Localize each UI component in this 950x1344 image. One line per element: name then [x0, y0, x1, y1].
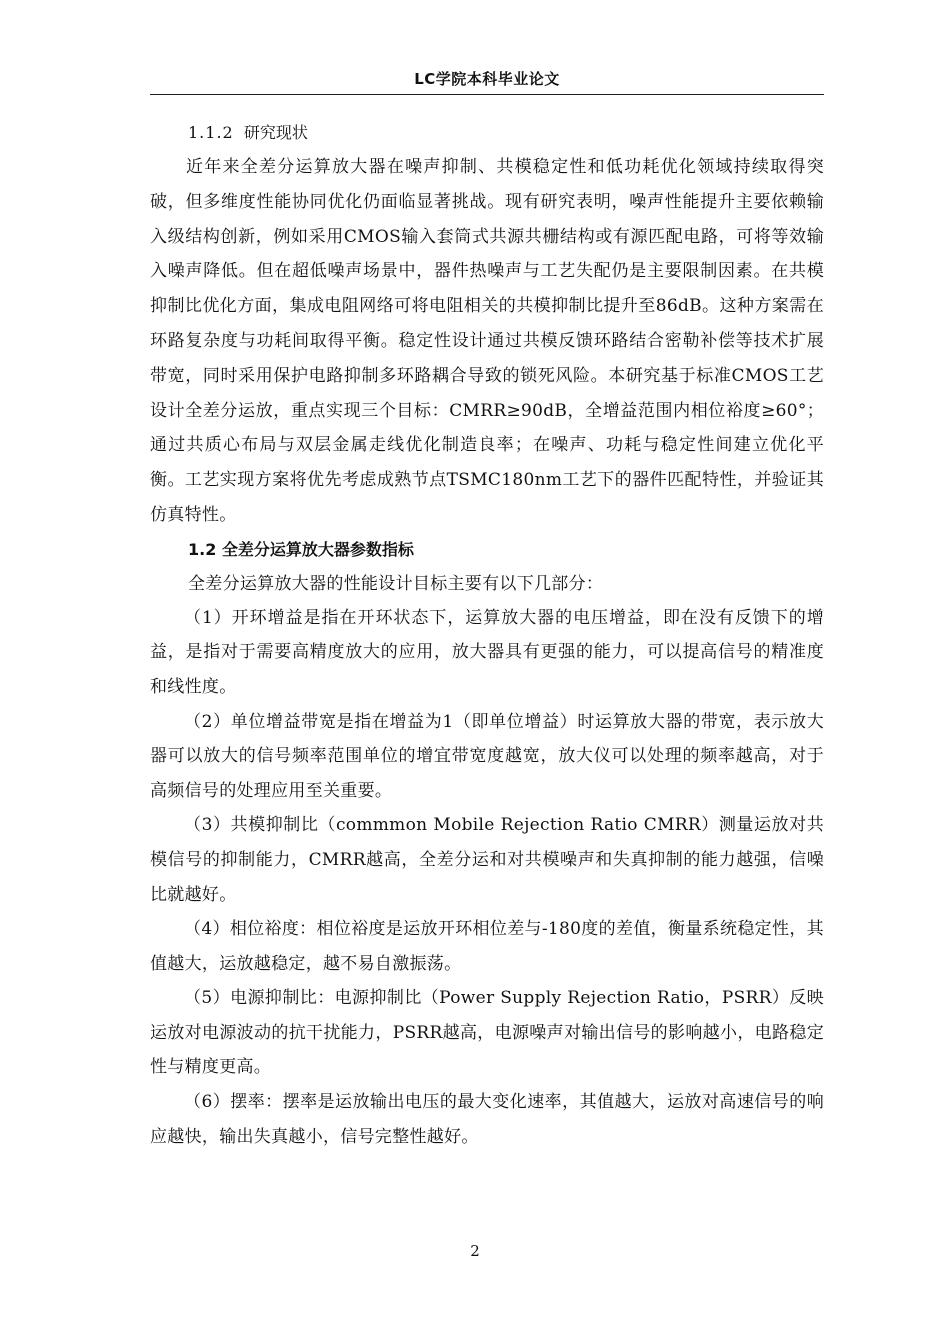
subsection-heading [150, 116, 824, 150]
item-phase-margin: （4）相位裕度：相位裕度是运放开环相位差与-180度的差值，衡量系统稳定性，其值越大，运放越稳定，越不易自激振荡。 [150, 919, 824, 974]
item-open-loop-gain: （1）开环增益是指在开环状态下，运算放大器的电压增益，即在没有反馈下的增益，是指对于需要高精度放大的应用，放大器具有更强的能力，可以提高信号的精准度和线性度。 [150, 607, 824, 697]
header-title: LC学院本科毕业论文 [414, 70, 560, 88]
section-number: 1.2 [188, 539, 217, 559]
page-number: 2 [470, 1242, 480, 1260]
page-header [150, 62, 824, 95]
section-title: 全差分运算放大器参数指标 [221, 539, 414, 559]
section-heading [150, 533, 824, 567]
subsection-number: 1.1.2 [188, 123, 234, 142]
item-unity-gain-bandwidth: （2）单位增益带宽是指在增益为1（即单位增益）时运算放大器的带宽，表示放大器可以放大的信号频率范围单位的增宜带宽度越宽，放大仪可以处理的频率越高，对于高频信号的处理应用至关重要。 [150, 711, 824, 801]
subsection-title: 研究现状 [243, 123, 308, 142]
research-status-paragraph: 近年来全差分运算放大器在噪声抑制、共模稳定性和低功耗优化领域持续取得突破，但多维度性能协同优化仍面临显著挑战。现有研究表明，噪声性能提升主要依赖输入级结构创新，例如采用CMOS输入套筒式共源共栅结构或有源匹配电路，可将等效输入噪声降低。但在超低噪声场景中，器件热噪声与工艺失配仍是主要限制因素。在共模抑制比优化方面，集成电阻网络可将电阻相关的共模抑制比提升至86dB。这种方案需在环路复杂度与功耗间取得平衡。稳定性设计通过共模反馈环路结合密勒补偿等技术扩展带宽，同时采用保护电路抑制多环路耦合导致的锁死风险。本研究基于标准CMOS工艺设计全差分运放，重点实现三个目标：CMRR≥90dB，全增益范围内相位裕度≥60°；通过共质心布局与双层金属走线优化制造良率；在噪声、功耗与稳定性间建立优化平衡。工艺实现方案将优先考虑成熟节点TSMC180nm工艺下的器件匹配特性，并验证其仿真特性。 [150, 157, 824, 525]
item-cmrr: （3）共模抑制比（commmon Mobile Rejection Ratio CMRR）测量运放对共模信号的抑制能力，CMRR越高，全差分运和对共模噪声和失真抑制的能力越强，信噪比就越好。 [150, 815, 824, 905]
item-psrr: （5）电源抑制比：电源抑制比（Power Supply Rejection Ratio，PSRR）反映运放对电源波动的抗干扰能力，PSRR越高，电源噪声对输出信号的影响越小，电路稳定性与精度更高。 [150, 988, 824, 1078]
page-body [150, 116, 824, 1154]
lead-sentence: 全差分运算放大器的性能设计目标主要有以下几部分： [188, 573, 604, 594]
item-slew-rate: （6）摆率：摆率是运放输出电压的最大变化速率，其值越大，运放对高速信号的响应越快，输出失真越小，信号完整性越好。 [150, 1092, 824, 1147]
